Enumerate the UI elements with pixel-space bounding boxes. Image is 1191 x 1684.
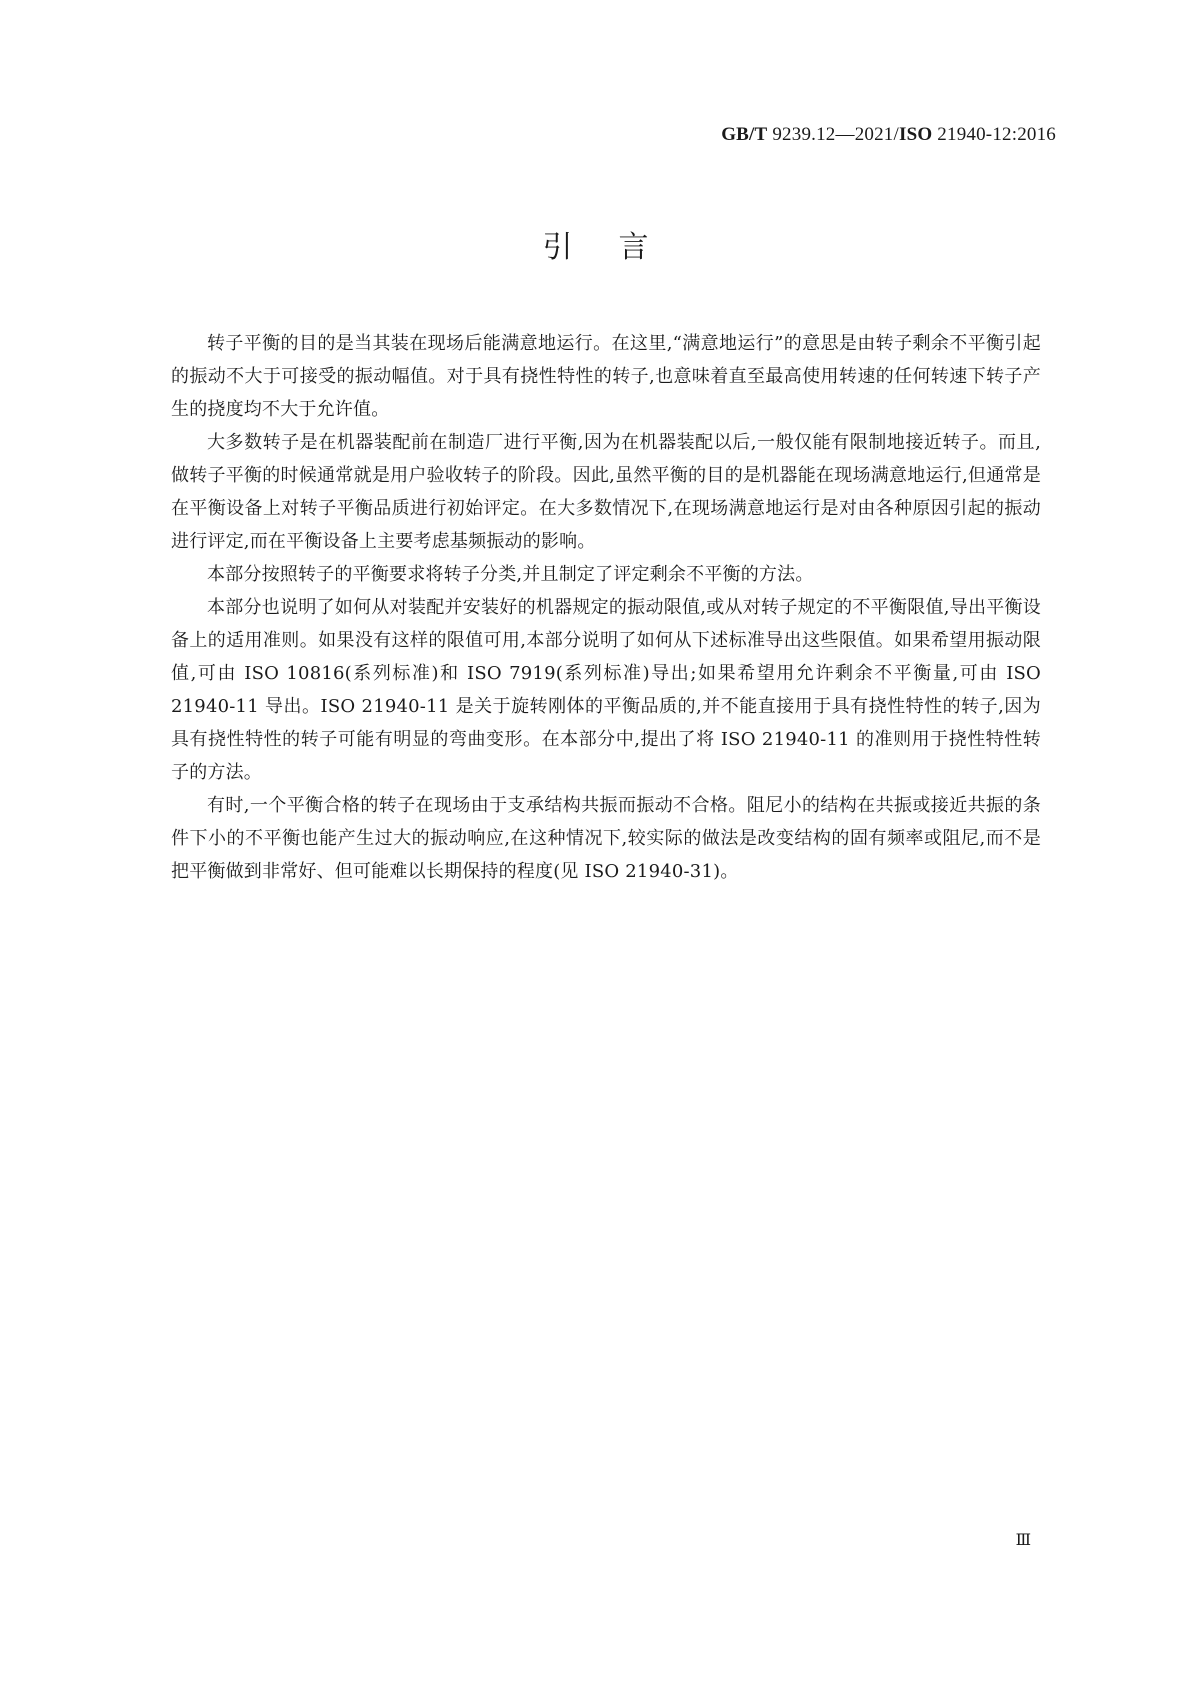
header-std-number: 9239.12—2021/ (767, 124, 899, 145)
paragraph: 有时,一个平衡合格的转子在现场由于支承结构共振而振动不合格。阻尼小的结构在共振或接近共振的条件下小的不平衡也能产生过大的振动响应,在这种情况下,较实际的做法是改变结构的固有频率或阻尼,而不是把平衡做到非常好、但可能难以长期保持的程度(见 ISO 21940-31)。 (171, 795, 1041, 882)
page-title: 引言 (542, 230, 695, 265)
header-iso-number: 21940-12:2016 (932, 124, 1056, 145)
paragraph: 大多数转子是在机器装配前在制造厂进行平衡,因为在机器装配以后,一般仅能有限制地接近转子。而且,做转子平衡的时候通常就是用户验收转子的阶段。因此,虽然平衡的目的是机器能在现场满意地运行,但通常是在平衡设备上对转子平衡品质进行初始评定。在大多数情况下,在现场满意地运行是对由各种原因引起的振动进行评定,而在平衡设备上主要考虑基频振动的影响。 (171, 432, 1041, 552)
header-iso-prefix: ISO (899, 124, 933, 145)
standard-number-header (721, 124, 1056, 146)
page-number: Ⅲ (1015, 1532, 1031, 1549)
header-std-prefix: GB/T (721, 124, 768, 145)
paragraph: 转子平衡的目的是当其装在现场后能满意地运行。在这里,“满意地运行”的意思是由转子剩余不平衡引起的振动不大于可接受的振动幅值。对于具有挠性特性的转子,也意味着直至最高使用转速的任何转速下转子产生的挠度均不大于允许值。 (171, 333, 1041, 420)
paragraph: 本部分按照转子的平衡要求将转子分类,并且制定了评定剩余不平衡的方法。 (207, 564, 814, 585)
paragraph: 本部分也说明了如何从对装配并安装好的机器规定的振动限值,或从对转子规定的不平衡限值,导出平衡设备上的适用准则。如果没有这样的限值可用,本部分说明了如何从下述标准导出这些限值。如果希望用振动限值,可由 ISO 10816(系列标准)和 ISO 7919(系列标准)导出;如果希望用允许剩余不平衡量,可由 ISO 21940-11 导出。ISO 21940-11 是关于旋转刚体的平衡品质的,并不能直接用于具有挠性特性的转子,因为具有挠性特性的转子可能有明显的弯曲变形。在本部分中,提出了将 ISO 21940-11 的准则用于挠性特性转子的方法。 (171, 597, 1041, 783)
introduction-body (171, 327, 1041, 888)
